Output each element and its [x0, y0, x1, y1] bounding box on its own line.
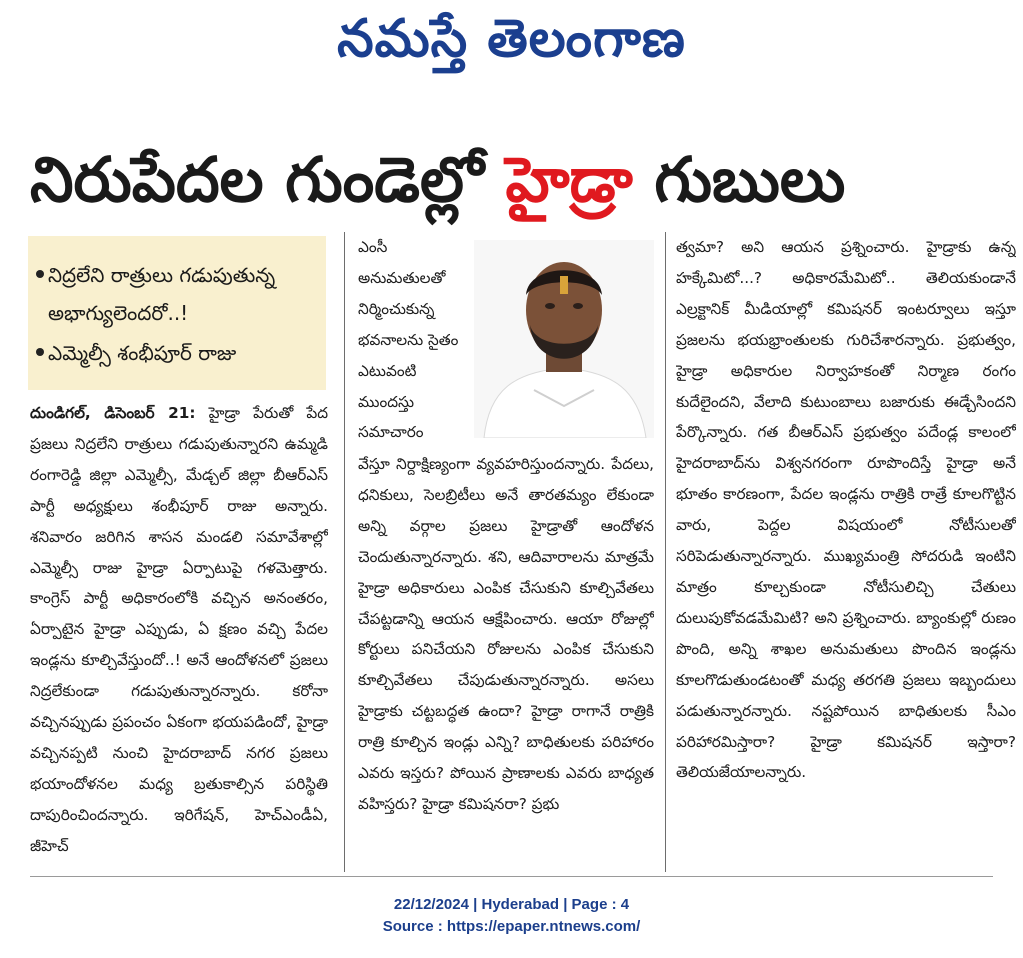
column-divider — [665, 232, 666, 872]
page-footer — [0, 894, 1023, 938]
headline-part-3: గుబులు — [632, 143, 846, 216]
article-column-1 — [30, 398, 328, 868]
dateline: దుండిగల్‌, డిసెంబర్‌ 21: — [30, 404, 196, 422]
column-2-narrow-text: ఎంసీ అనుమతులతో నిర్మించుకున్న భవనాలను సైతం ఎటువంటి ముందస్తు సమాచారం — [358, 238, 459, 442]
column-2-wide-text: వేస్తూ నిర్దాక్షిణ్యంగా వ్యవహరిస్తుందన్నారు. పేదలు, ధనికులు, సెలబ్రిటీలు అనే తారతమ్యం లేకుండా అన్ని వర్గాల ప్రజలు హైడ్రాతో ఆందోళన చెందుతున్నారన్నారు. శని, ఆదివారాలను మాత్రమే హైడ్రా అధికారులు ఎంపిక చేసుకుని కూల్చివేతలు చేపట్టడాన్ని ఆయన ఆక్షేపించారు. ఆయా రోజుల్లో కోర్టులు పనిచేయని రోజులను ఎంపిక చేసుకుని కూల్చివేతలు చేపుడుతున్నారన్నారు. అసలు హైడ్రాకు చట్టబద్ధత ఉందా? హైడ్రా రాగానే రాత్రికి రాత్రి కూల్చిన ఇండ్లు ఎన్ని? బాధితులకు పరిహారం ఎవరు ఇస్తరు? పోయిన ప్రాణాలకు ఎవరు బాధ్యత వహిస్తరు? హైడ్రా కమిషనరా? ప్రభు — [358, 455, 654, 813]
column-1-text: హైడ్రా పేరుతో పేద ప్రజలు నిద్రలేని రాత్రులు గడుపుతున్నారని ఉమ్మడి రంగారెడ్డి జిల్లా ఎమ్మెల్సీ, మేడ్చల్‌ జిల్లా బీఆర్‌ఎస్‌ పార్టీ అధ్యక్షులు శంభీపూర్‌ రాజు అన్నారు. శనివారం జరిగిన శాసన మండలి సమావేశాల్లో ఎమ్మెల్సీ రాజు హైడ్రా ఏర్పాటుపై గళమెత్తారు. కాంగ్రెస్‌ పార్టీ అధికారంలోకి వచ్చిన అనంతరం, ఏర్పాటైన హైడ్రా ఎప్పుడు, ఏ క్షణం వచ్చి పేదల ఇండ్లను కూల్చివేస్తుందో..! అనే ఆందోళనలో ప్రజలు నిద్రలేకుండా గడుపుతున్నారన్నారు. కరోనా వచ్చినప్పుడు ప్రపంచం ఏకంగా భయపడిందో, హైడ్రా వచ్చినప్పటి నుంచి హైదరాబాద్‌ నగర ప్రజలు భయాందోళనల మధ్య బ్రతుకాల్సిన పరిస్థితి దాపురించిందన్నారు. ఇరిగేషన్‌, హెచ్‌ఎండీఏ, జీహెచ్‌ — [30, 404, 328, 855]
headline-highlight: హైడ్రా — [505, 143, 633, 216]
bottom-divider — [30, 876, 993, 877]
author-photo — [474, 240, 654, 438]
highlights-box — [28, 236, 326, 390]
highlight-item-2: ఎమ్మెల్సీ శంభీపూర్‌ రాజు — [48, 341, 237, 365]
article-column-2-narrow — [358, 232, 466, 448]
highlight-item-1: నిద్రలేని రాత్రులు గడుపుతున్న అభాగ్యులెందరో..! — [48, 263, 276, 325]
footer-date-page: 22/12/2024 | Hyderabad | Page : 4 — [393, 896, 630, 913]
bullet-icon — [36, 270, 44, 278]
column-3-text: త్వమా? అని ఆయన ప్రశ్నించారు. హైడ్రాకు ఉన్న హక్కేమిటో...? అధికారమేమిటో.. తెలియకుండానే ఎల్రక్టానిక్‌ మీడియాల్లో కమిషనర్‌ ఇంటర్వూలు ఇస్తూ ప్రజలను భయభ్రాంతులకు గురిచేశారన్నారు. ప్రభుత్వం, హైడ్రా అధికారుల నిర్వాహకంతో నిర్మాణ రంగం కుదేలైందని, వేలాది కుటుంబాలు బజారుకు ఈడ్చేసిందని పేర్కొన్నారు. గత బీఆర్‌ఎస్‌ ప్రభుత్వం పదేండ్ల కాలంలో హైదరాబాద్‌ను విశ్వనగరంగా రూపొందిస్తే హైడ్రా అనే భూతం కారణంగా, పేదల ఇండ్లను రాత్రికి రాత్రే కూలగొట్టిన వారు, పెద్దల విషయంలో నోటీసులతో సరిపెడుతున్నారన్నారు. ముఖ్యమంత్రి సోదరుడి ఇంటిని మాత్రం కూల్చకుండా నోటీసులిచ్చి చేతులు దులుపుకోవడమేమిటి? అని ప్రశ్నించారు. బ్యాంకుల్లో రుణం పొంది, అన్ని శాఖల అనుమతులు పొందిన ఇండ్లను కూలగొడుతుండటంతో మధ్య తరగతి ప్రజలు ఇబ్బందులు పడుతున్నారన్నారు. నష్టపోయిన బాధితులకు సీఎం పరిహారమిస్తారా? హైడ్రా కమిషనర్‌ ఇస్తారా? తెలియజేయాలన్నారు. — [676, 238, 1016, 782]
person-photo-icon — [474, 240, 654, 438]
article-column-3 — [676, 232, 1016, 868]
article-headline — [30, 140, 990, 220]
footer-source: Source : https://epaper.ntnews.com/ — [382, 918, 641, 935]
headline-part-1: నిరుపేదల గుండెల్లో — [30, 143, 506, 216]
bullet-icon — [36, 348, 44, 356]
newspaper-masthead: నమస్తే తెలంగాణ — [337, 8, 686, 69]
column-divider — [344, 232, 345, 872]
article-column-2-wide — [358, 449, 654, 869]
